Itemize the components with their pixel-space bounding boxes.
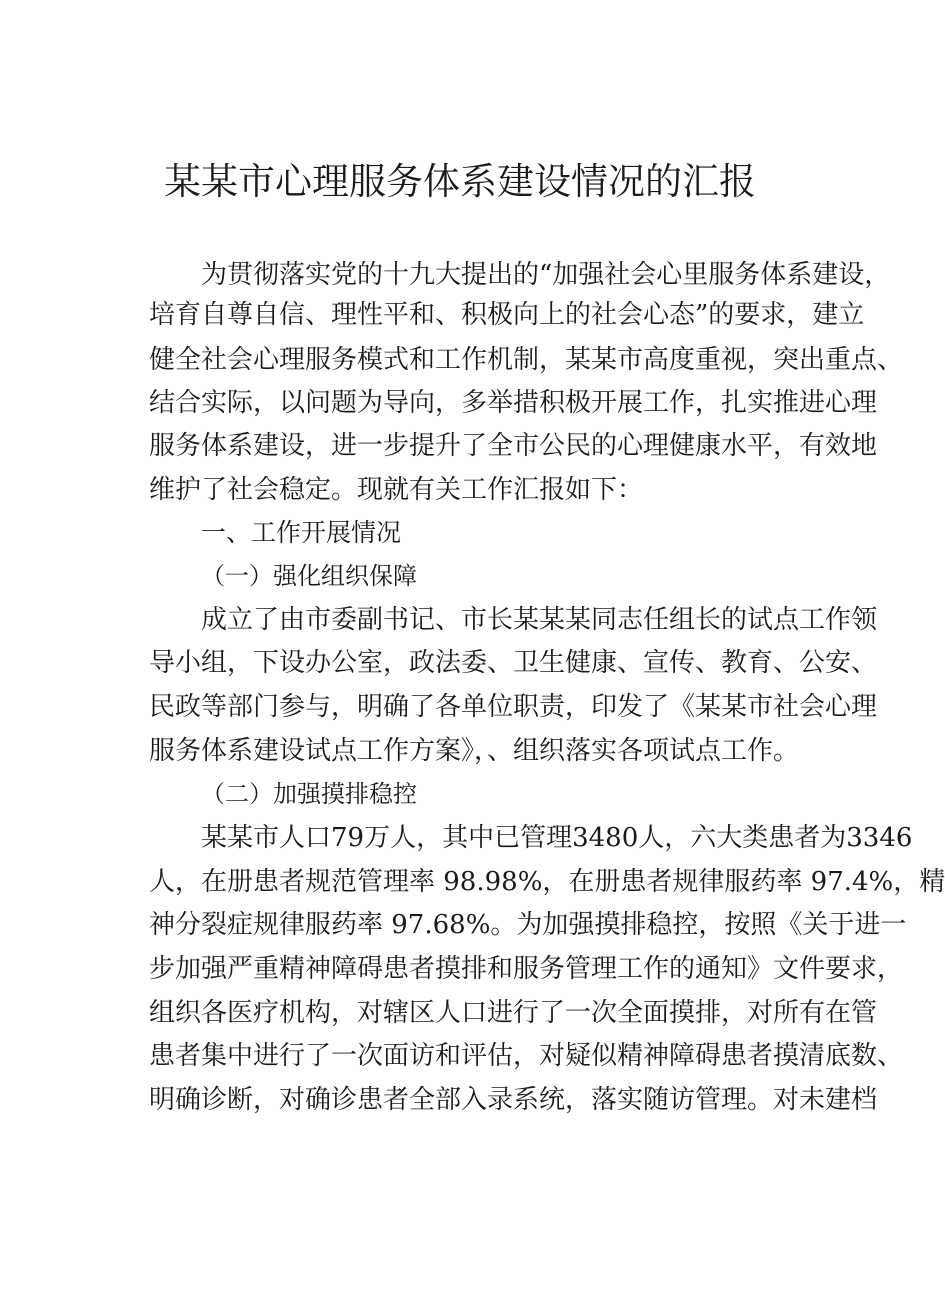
paragraph-line: 明确诊断，对确诊患者全部入录系统，落实随访管理。对未建档 (149, 1085, 878, 1115)
intro-line: 为贯彻落实党的十九大提出的“加强社会心里服务体系建设， (201, 260, 891, 290)
section-heading: 一、工作开展情况 (201, 518, 402, 547)
paragraph-line: 导小组，下设办公室，政法委、卫生健康、宣传、教育、公安、 (149, 648, 878, 678)
intro-line: 服务体系建设，进一步提升了全市公民的心理健康水平，有效地 (149, 431, 878, 461)
paragraph-line: 组织各医疗机构，对辖区人口进行了一次全面摸排，对所有在管 (149, 998, 878, 1028)
paragraph-line: 步加强严重精神障碍患者摸排和服务管理工作的通知》文件要求， (149, 954, 904, 984)
paragraph-line: 服务体系建设试点工作方案》，、组织落实各项试点工作。 (149, 736, 800, 766)
paragraph-line: 民政等部门参与，明确了各单位职责，印发了《某某市社会心理 (149, 692, 878, 722)
intro-line: 结合实际，以问题为导向，多举措积极开展工作，扎实推进心理 (149, 388, 878, 418)
document-title: 某某市心理服务体系建设情况的汇报 (164, 160, 756, 203)
paragraph-line: 某某市人口79万人，其中已管理3480人，六大类患者为3346 (201, 823, 913, 853)
subsection-heading: （二）加强摸排稳控 (201, 780, 417, 808)
paragraph-line: 患者集中进行了一次面访和评估，对疑似精神障碍患者摸清底数、 (149, 1041, 904, 1071)
paragraph-line: 人，在册患者规范管理率 98.98%，在册患者规律服药率 97.4%，精 (149, 867, 945, 897)
subsection-heading: （一）强化组织保障 (201, 562, 417, 590)
intro-line: 维护了社会稳定。现就有关工作汇报如下： (149, 475, 644, 505)
intro-line: 健全社会心理服务模式和工作机制，某某市高度重视，突出重点、 (149, 345, 904, 375)
intro-line: 培育自尊自信、理性平和、积极向上的社会心态”的要求，建立 (149, 300, 865, 330)
paragraph-line: 成立了由市委副书记、市长某某某同志任组长的试点工作领 (201, 605, 878, 635)
paragraph-line: 神分裂症规律服药率 97.68%。为加强摸排稳控，按照《关于进一 (149, 910, 907, 940)
